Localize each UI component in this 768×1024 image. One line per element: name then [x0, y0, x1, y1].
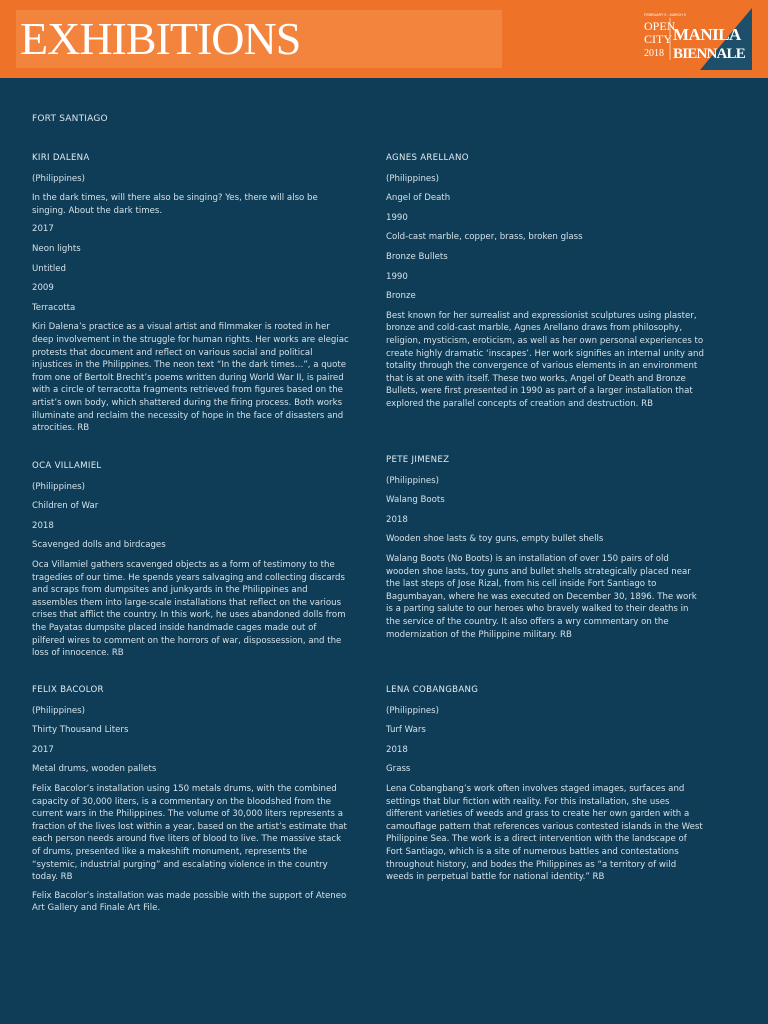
artist-country: (Philippines) [32, 705, 86, 716]
logo-biennale: BIENNALE [673, 46, 745, 62]
artist-description: Walang Boots (No Boots) is an installation of over 150 pairs of old wooden shoe lasts, toy guns and bullet shells strategically placed near the last steps of Jose Rizal, from his cell inside Fort Santiago to Bagumbayan, where he was executed on December 30, 1896. The work is a parting salute to our heroes who bravely walked to their deaths in the service of the country. It also offers a wry commentary on the modernization of the Philippine military. RB [386, 553, 697, 640]
artist-country: (Philippines) [386, 475, 440, 486]
artist-name: LENA COBANGBANG [386, 685, 479, 695]
artist-description: Best known for her surrealist and expressionist sculptures using plaster, bronze and cold-cast marble, Agnes Arellano draws from philosophy, religion, mysticism, eroticism, as well as her own personal experiences to create highly dramatic ‘inscapes’. Her work signifies an internal unity and totality through the convergence of various elements in an environment that is at one with itself. These two works, Angel of Death and Bronze Bullets, were first presented in 1990 as part of a larger installation that explored the parallel concepts of creation and destruction. RB [386, 310, 704, 409]
artist-description: Lena Cobangbang’s work often involves staged images, surfaces and settings that blur fiction with reality. For this installation, she uses different varieties of weeds and grass to create her own garden with a camouflage pattern that references various contested islands in the West Philippine Sea. The work is a direct intervention with the landscape of Fort Santiago, which is a site of numerous battles and contestations throughout history, and bodes the Philippines as “a territory of wild weeds in perpetual battle for national identity.” RB [386, 783, 703, 883]
logo-city: CITY [644, 32, 672, 46]
artwork-year: 1990 [386, 212, 408, 223]
support-note: Felix Bacolor’s installation was made possible with the support of Ateneo Art Gallery and Finale Art File. [32, 890, 347, 914]
artist-entry-pete-jimenez [386, 454, 704, 647]
exhibition-listing [0, 78, 768, 1024]
artwork-title: Bronze Bullets [386, 251, 448, 262]
artist-country: (Philippines) [386, 173, 440, 184]
artwork-medium: Neon lights [32, 243, 81, 254]
artist-country: (Philippines) [32, 481, 86, 492]
logo-year: 2018 [644, 48, 664, 59]
artwork-medium: Scavenged dolls and birdcages [32, 540, 166, 551]
artwork-year: 2018 [32, 520, 54, 531]
artwork-title: Walang Boots [386, 495, 445, 506]
page-title: EXHIBITIONS [16, 10, 308, 68]
logo-manila: MANILA [673, 25, 741, 44]
artist-country: (Philippines) [386, 705, 440, 716]
logo-small-text: FEBRUARY 9 - MARCH 9 [644, 13, 686, 17]
artist-name: OCA VILLAMIEL [32, 461, 102, 471]
header-band [308, 10, 502, 68]
artwork-medium: Cold-cast marble, copper, brass, broken glass [386, 232, 583, 243]
artist-entry-agnes-arellano [386, 152, 704, 417]
artist-name: PETE JIMENEZ [386, 455, 450, 465]
artist-country: (Philippines) [32, 173, 86, 184]
artwork-year: 2017 [32, 224, 54, 235]
artwork-medium: Metal drums, wooden pallets [32, 764, 157, 775]
artist-entry-felix-bacolor [32, 684, 350, 921]
artwork-year: 2009 [32, 283, 54, 294]
artwork-year: 2018 [386, 514, 408, 525]
artwork-year: 2018 [386, 744, 408, 755]
artist-name: KIRI DALENA [32, 153, 90, 163]
artwork-medium: Terracotta [32, 302, 76, 313]
artist-entry-lena-cobangbang [386, 684, 704, 890]
artist-description: Kiri Dalena’s practice as a visual artist and filmmaker is rooted in her deep involvement in the struggle for human rights. Her works are elegiac protests that document and reflect on various social and political injustices in the Philippines. The neon text “In the dark times…”, a quote from one of Bertolt Brecht’s poems written during World War II, is paired with a circle of terracotta fragments retrieved from figures based on the artist’s own body, which shattered during the firing process. Both works illuminate and reclaim the necessity of hope in the face of disasters and atrocities. RB [32, 322, 349, 434]
artist-description: Oca Villamiel gathers scavenged objects as a form of testimony to the tragedies of our time. He spends years salvaging and collecting discards and scraps from dumpsites and junkyards in the Philippines and assembles them into large-scale installations that reflect on the various crises that afflict the country. In this work, he uses abandoned dolls from the Payatas dumpsite placed inside handmade cages made out of pilfered wires to comment on the horrors of war, dispossession, and the loss of innocence. RB [32, 559, 346, 659]
artwork-title: Turf Wars [386, 725, 426, 736]
artwork-title: Children of War [32, 501, 99, 512]
artist-entry-oca-villamiel [32, 460, 350, 666]
artwork-title: Thirty Thousand Liters [32, 725, 129, 736]
manila-biennale-logo [640, 8, 752, 70]
artwork-medium: Bronze [386, 291, 416, 302]
artist-entry-kiri-dalena [32, 152, 350, 441]
artwork-title: Angel of Death [386, 193, 451, 204]
artwork-year: 2017 [32, 744, 54, 755]
artist-description: Felix Bacolor’s installation using 150 metals drums, with the combined capacity of 30,000 liters, is a commentary on the bloodshed from the current wars in the Philippines. The volume of 30,000 liters represents a fraction of the lives lost within a year, based on the artist’s estimate that each person needs around five liters of blood to live. The massive stack of drums, presented like a makeshift monument, represents the “systemic, industrial purging” and escalating violence in the country today. RB [32, 783, 347, 883]
header-bar [0, 0, 768, 78]
artist-name: AGNES ARELLANO [386, 153, 469, 163]
artwork-medium: Wooden shoe lasts & toy guns, empty bullet shells [386, 534, 604, 545]
artwork-title: In the dark times, will there also be singing? Yes, there will also be singing. About the dark times. [32, 193, 318, 216]
artwork-medium: Grass [386, 764, 411, 775]
artwork-title: Untitled [32, 263, 66, 274]
logo-open: OPEN [644, 19, 676, 33]
artist-name: FELIX BACOLOR [32, 685, 104, 695]
artwork-year: 1990 [386, 271, 408, 282]
venue-heading: FORT SANTIAGO [32, 114, 108, 124]
